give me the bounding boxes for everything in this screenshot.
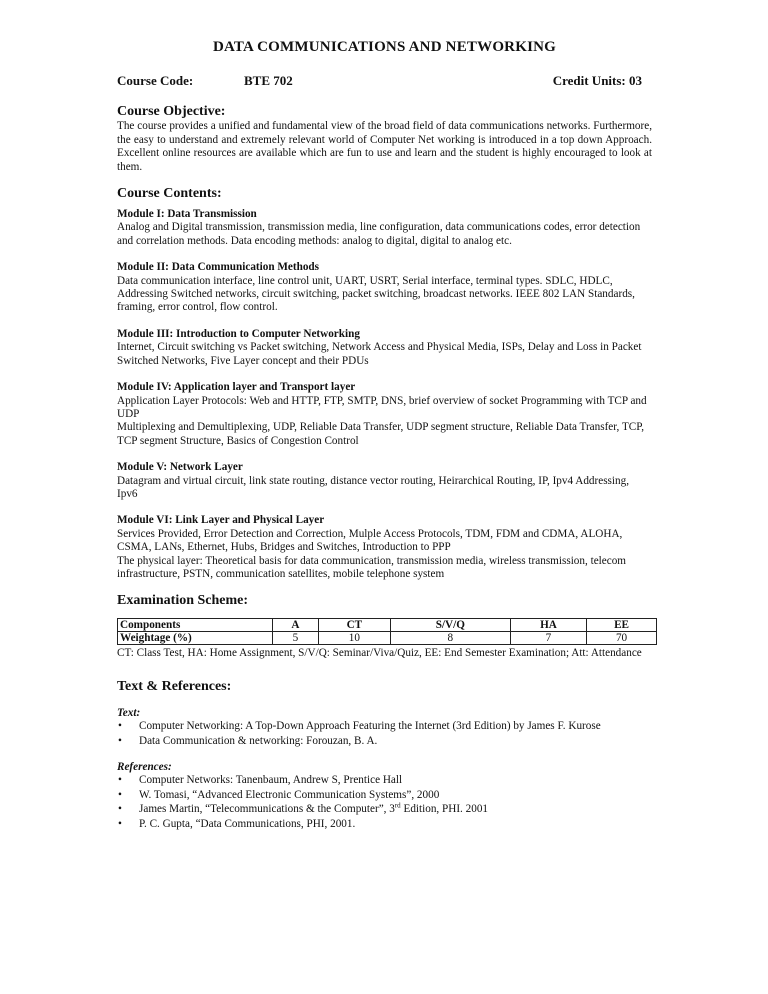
page-title: DATA COMMUNICATIONS AND NETWORKING <box>212 39 557 55</box>
module-text-continued: Multiplexing and Demultiplexing, UDP, Reliable Data Transfer, UDP segment structure, Reliable Data Transfer, TCP, TCP segment Structure, Basics of Congestion Control <box>117 421 645 447</box>
list-item: • W. Tomasi, “Advanced Electronic Communication Systems”, 2000 <box>117 789 652 802</box>
references-label: References: <box>117 761 172 773</box>
list-item: • Computer Networks: Tanenbaum, Andrew S, Prentice Hall <box>117 774 652 787</box>
module-title: Module II: Data Communication Methods <box>117 261 319 274</box>
table-cell: CT <box>318 619 390 632</box>
table-cell: 10 <box>318 632 390 645</box>
objective-heading: Course Objective: <box>117 104 226 120</box>
table-cell: EE <box>587 619 657 632</box>
module-1 <box>117 208 652 248</box>
course-code-row <box>117 74 652 92</box>
reference-text: James Martin, “Telecommunications & the Computer”, 3 <box>139 803 395 816</box>
module-text: Application Layer Protocols: Web and HTTP, FTP, SMTP, DNS, brief overview of socket Programming with TCP and UDP <box>117 394 647 420</box>
module-2 <box>117 261 652 315</box>
module-5 <box>117 461 652 501</box>
module-text: Analog and Digital transmission, transmission media, line configuration, data communications codes, error detection and correlation methods. Data encoding methods: analog to digital, digital to analog etc. <box>117 221 641 247</box>
module-title: Module VI: Link Layer and Physical Layer <box>117 514 325 527</box>
course-code-value: BTE 702 <box>244 73 293 89</box>
exam-table <box>117 618 657 645</box>
module-title: Module V: Network Layer <box>117 461 243 474</box>
credit-units: Credit Units: 03 <box>552 73 642 89</box>
table-cell: Components <box>118 619 273 632</box>
list-item <box>117 803 652 816</box>
ordinal-suffix: rd <box>394 801 401 810</box>
module-text: Services Provided, Error Detection and Correction, Mulple Access Protocols, TDM, FDM and CDMA, ALOHA, CSMA, LANs, Ethernet, Hubs, Bridges and Switches, Introduction to PPP <box>117 527 623 554</box>
table-cell: 5 <box>273 632 319 645</box>
table-row <box>118 619 657 632</box>
table-row <box>118 632 657 645</box>
table-cell: Weightage (%) <box>118 632 273 645</box>
module-text: Internet, Circuit switching vs Packet switching, Network Access and Physical Media, ISPs, Delay and Loss in Packet Switched Networks, Five Layer concept and their PDUs <box>117 341 642 367</box>
module-title: Module I: Data Transmission <box>117 208 257 221</box>
list-item: • P. C. Gupta, “Data Communications, PHI, 2001. <box>117 818 652 831</box>
references-heading: Text & References: <box>117 678 232 694</box>
module-text-continued: The physical layer: Theoretical basis for data communication, transmission media, wireless transmission, telecom infrastructure, PSTN, communication satellites, mobile telephone system <box>117 554 626 580</box>
table-cell: S/V/Q <box>390 619 510 632</box>
table-cell: HA <box>510 619 586 632</box>
contents-heading: Course Contents: <box>117 186 222 202</box>
module-4 <box>117 381 652 448</box>
reference-text: Edition, PHI. 2001 <box>400 803 489 816</box>
module-title: Module IV: Application layer and Transport layer <box>117 381 356 394</box>
module-text: Datagram and virtual circuit, link state routing, distance vector routing, Heirarchical Routing, IP, Ipv4 Addressing, Ipv6 <box>117 474 630 500</box>
list-item: • Data Communication & networking: Forouzan, B. A. <box>117 735 652 748</box>
table-cell: 7 <box>510 632 586 645</box>
table-cell: 70 <box>587 632 657 645</box>
module-title: Module III: Introduction to Computer Networking <box>117 327 360 340</box>
course-code-label: Course Code: <box>117 73 194 89</box>
text-label: Text: <box>117 706 141 719</box>
objective-text: The course provides a unified and fundamental view of the broad field of data communications networks. Furthermore, the easy to understand and extremely relevant world of Computer Net working is introduced in a top down Approach. Excellent online resources are available which are fun to use and learn and the student is highly encouraged to look at them. <box>117 120 652 173</box>
table-cell: A <box>273 619 319 632</box>
table-cell: 8 <box>390 632 510 645</box>
exam-abbreviations: CT: Class Test, HA: Home Assignment, S/V/Q: Seminar/Viva/Quiz, EE: End Semester Examination; Att: Attendance <box>117 647 642 660</box>
module-3 <box>117 328 652 368</box>
page-content <box>117 41 652 844</box>
module-text: Data communication interface, line control unit, UART, USRT, Serial interface, terminal types. SDLC, HDLC, Addressing Switched networks, circuit switching, packet switching, broadcast networks. IEEE 802 LAN Standards, framing, error control, flow control. <box>117 274 635 314</box>
references-list <box>117 774 652 831</box>
module-6 <box>117 514 652 581</box>
list-item: • Computer Networking: A Top-Down Approach Featuring the Internet (3rd Edition) by James F. Kurose <box>117 720 652 733</box>
exam-heading: Examination Scheme: <box>117 593 249 609</box>
text-list <box>117 720 652 748</box>
